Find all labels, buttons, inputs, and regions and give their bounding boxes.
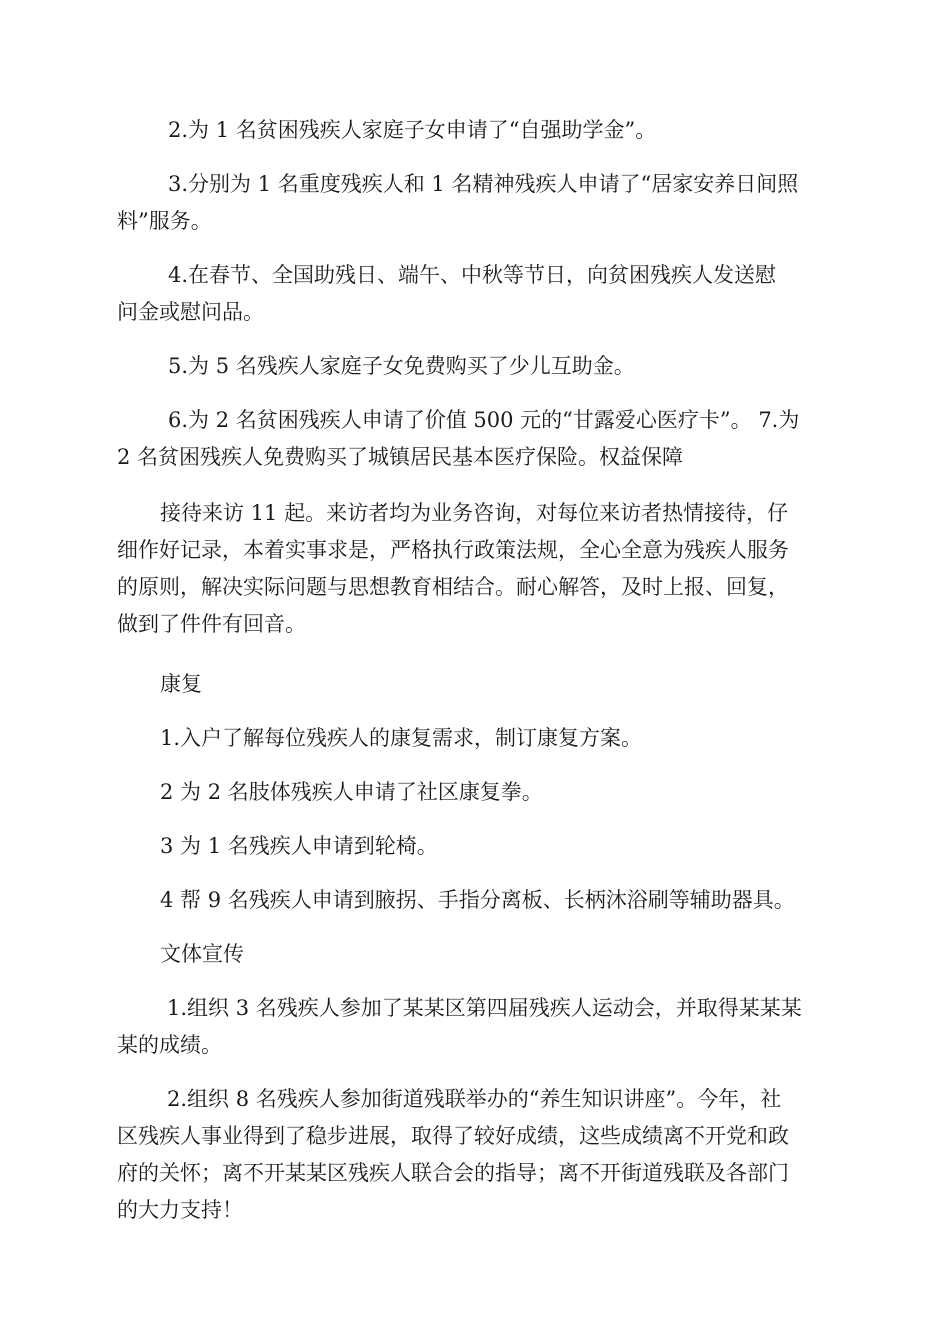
section-heading-rehabilitation — [160, 666, 202, 703]
text-line: 细作好记录，本着实事求是，严格执行政策法规，全心全意为残疾人服务 — [117, 538, 789, 562]
section-heading-culture-sports — [160, 936, 244, 973]
paragraph-rehab-boxing — [160, 774, 543, 811]
text-line: 府的关怀；离不开某某区残疾人联合会的指导；离不开街道残联及各部门 — [117, 1161, 789, 1185]
text-line: 接待来访 11 起。来访者均为业务咨询，对每位来访者热情接待，仔 — [160, 501, 789, 525]
text-line: 3.分别为 1 名重度残疾人和 1 名精神残疾人申请了“居家安养日间照 — [168, 172, 799, 196]
text-line: 康复 — [160, 672, 202, 696]
paragraph-health-lecture — [117, 1081, 789, 1229]
text-line: 文体宣传 — [160, 942, 244, 966]
text-line: 4.在春节、全国助残日、端午、中秋等节日，向贫困残疾人发送慰 — [168, 263, 777, 287]
paragraph-holiday-visits — [117, 257, 776, 331]
text-line: 的大力支持！ — [117, 1198, 243, 1222]
text-line: 某的成绩。 — [117, 1033, 222, 1057]
text-line: 4 帮 9 名残疾人申请到腋拐、手指分离板、长柄沐浴刷等辅助器具。 — [160, 888, 795, 912]
text-line: 做到了件件有回音。 — [117, 612, 306, 636]
paragraph-home-care — [117, 166, 798, 240]
text-line: 6.为 2 名贫困残疾人申请了价值 500 元的“甘露爱心医疗卡”。 7.为 — [168, 408, 800, 432]
paragraph-reception — [117, 495, 789, 643]
text-line: 1.组织 3 名残疾人参加了某某区第四届残疾人运动会，并取得某某某 — [167, 996, 802, 1020]
text-line: 区残疾人事业得到了稳步进展，取得了较好成绩，这些成绩离不开党和政 — [117, 1124, 789, 1148]
text-line: 2 名贫困残疾人免费购买了城镇居民基本医疗保险。权益保障 — [117, 445, 684, 469]
paragraph-rehab-needs — [160, 720, 642, 757]
text-line: 2.组织 8 名残疾人参加街道残联举办的“养生知识讲座”。今年，社 — [167, 1087, 782, 1111]
paragraph-sports-meet — [117, 990, 802, 1064]
paragraph-scholarship — [168, 112, 656, 149]
text-line: 问金或慰问品。 — [117, 300, 264, 324]
text-line: 1.入户了解每位残疾人的康复需求，制订康复方案。 — [160, 726, 643, 750]
paragraph-assistive-devices — [160, 882, 795, 919]
paragraph-wheelchair — [160, 828, 438, 865]
text-line: 3 为 1 名残疾人申请到轮椅。 — [160, 834, 438, 858]
text-line: 的原则，解决实际问题与思想教育相结合。耐心解答，及时上报、回复， — [117, 575, 789, 599]
paragraph-child-insurance — [168, 348, 635, 385]
text-line: 5.为 5 名残疾人家庭子女免费购买了少儿互助金。 — [168, 354, 635, 378]
paragraph-medical-card — [117, 402, 799, 476]
text-line: 料”服务。 — [117, 209, 212, 233]
text-line: 2.为 1 名贫困残疾人家庭子女申请了“自强助学金”。 — [168, 118, 657, 142]
text-line: 2 为 2 名肢体残疾人申请了社区康复拳。 — [160, 780, 543, 804]
